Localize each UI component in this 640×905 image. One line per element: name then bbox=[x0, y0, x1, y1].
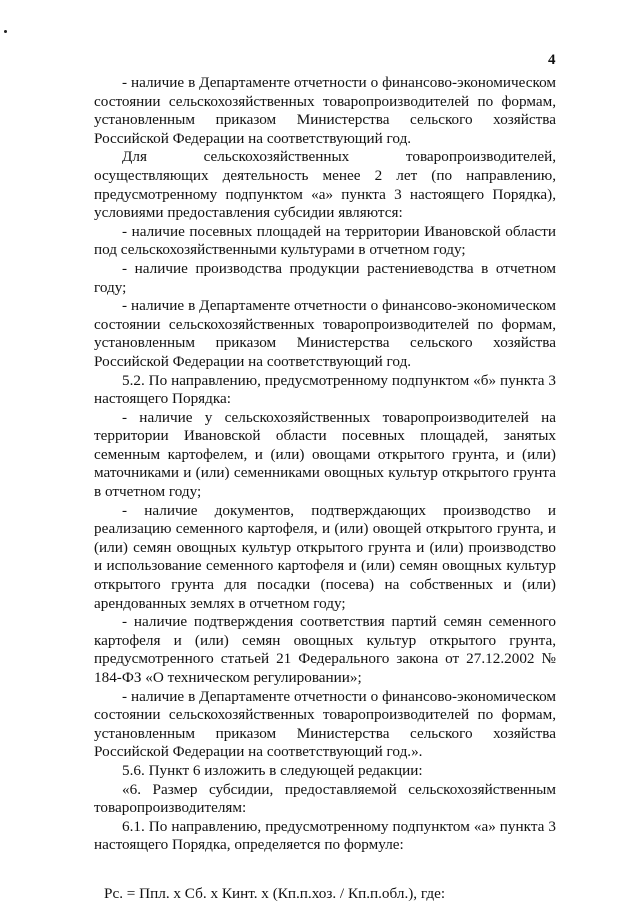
paragraph-section-6-1: 6.1. По направлению, предусмотренному подпунктом «а» пункта 3 настоящего Порядка, определяется по формуле: bbox=[94, 817, 556, 854]
scan-speck bbox=[4, 30, 7, 33]
paragraph-section-5-2: 5.2. По направлению, предусмотренному подпунктом «б» пункта 3 настоящего Порядка: bbox=[94, 371, 556, 408]
paragraph-reporting-requirement: - наличие в Департаменте отчетности о финансово-экономическом состоянии сельскохозяйственных товаропроизводителей по формам, установленным приказом Министерства сельского хозяйства Российской Федерации на соответствующий год. bbox=[94, 74, 556, 147]
paragraph-seed-potato-areas: - наличие у сельскохозяйственных товаропроизводителей на территории Ивановской области посевных площадей, занятых семенным картофелем, и (или) овощами открытого грунта, и (или) маточниками и (или) семенниками овощных культур открытого грунта в отчетном году; bbox=[94, 408, 556, 501]
paragraph-subsidy-size: «6. Размер субсидии, предоставляемой сельскохозяйственным товаропроизводителям: bbox=[94, 780, 556, 817]
paragraph-reporting-requirement-2: - наличие в Департаменте отчетности о финансово-экономическом состоянии сельскохозяйственных товаропроизводителей по формам, установленным приказом Министерства сельского хозяйства Российской Федерации на соответствующий год. bbox=[94, 297, 556, 370]
document-body bbox=[94, 74, 556, 904]
paragraph-documents: - наличие документов, подтверждающих производство и реализацию семенного картофеля, и (или) овощей открытого грунта, и (или) семян овощных культур открытого грунта и (или) производство и использование семенного картофеля и (или) семян овощных культур открытого грунта для посадки (посева) на собственных и (или) арендованных землях в отчетном году; bbox=[94, 501, 556, 612]
paragraph-sown-areas: - наличие посевных площадей на территории Ивановской области под сельскохозяйственными культурами в отчетном году; bbox=[94, 222, 556, 259]
formula: Рс. = Ппл. х Сб. х Кинт. х (Кп.п.хоз. / Кп.п.обл.), где: bbox=[104, 884, 446, 902]
page-number: 4 bbox=[548, 52, 556, 68]
paragraph-new-producers-conditions: Для сельскохозяйственных товаропроизводителей, осуществляющих деятельность менее 2 лет (по направлению, предусмотренному подпунктом «а» пункта 3 настоящего Порядка), условиями предоставления субсидии являются: bbox=[94, 148, 556, 222]
paragraph-crop-production: - наличие производства продукции растениеводства в отчетном году; bbox=[94, 259, 556, 296]
paragraph-reporting-requirement-3: - наличие в Департаменте отчетности о финансово-экономическом состоянии сельскохозяйственных товаропроизводителей по формам, установленным приказом Министерства сельского хозяйства Российской Федерации на соответствующий год.». bbox=[94, 687, 556, 761]
paragraph-conformity: - наличие подтверждения соответствия партий семян семенного картофеля и (или) семян овощных культур открытого грунта, предусмотренного статьей 21 Федерального закона от 27.12.2002 № 184-ФЗ «О техническом регулировании»; bbox=[94, 613, 556, 686]
paragraph-section-5-6: 5.6. Пункт 6 изложить в следующей редакции: bbox=[122, 761, 423, 779]
